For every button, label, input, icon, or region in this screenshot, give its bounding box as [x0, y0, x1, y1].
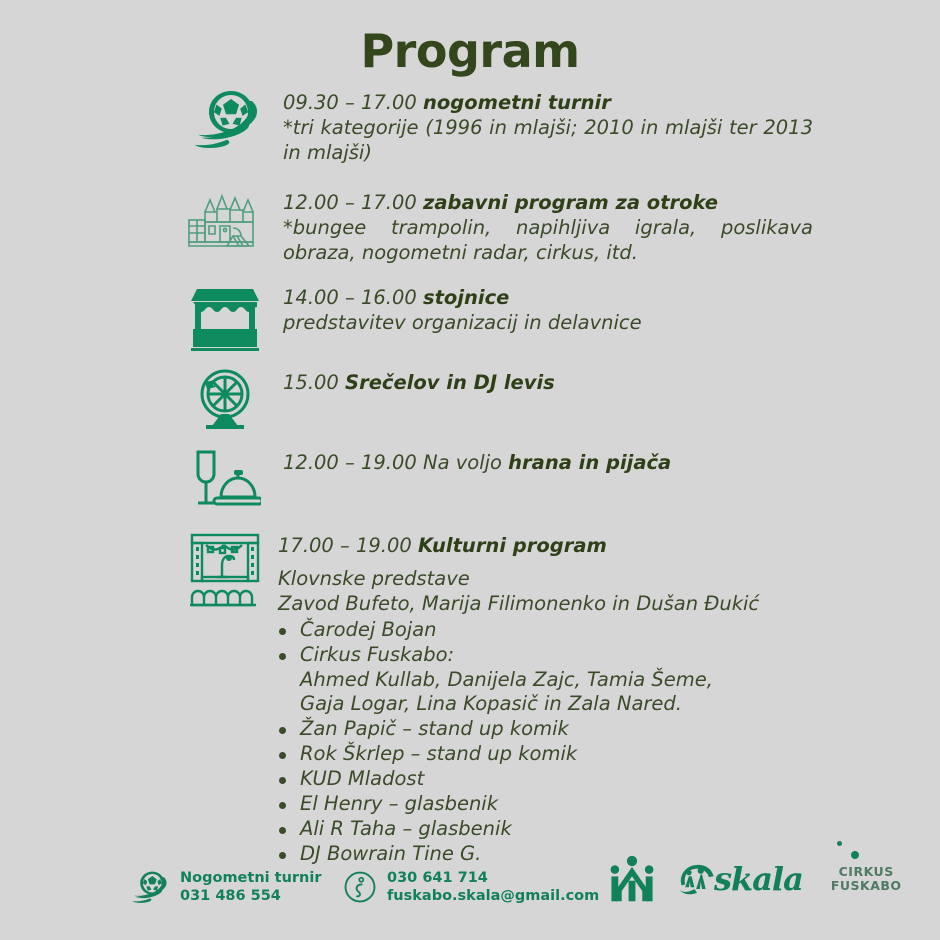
performer-label: El Henry – glasbenik — [300, 792, 499, 815]
contact-info-text — [387, 869, 599, 905]
headline-food: hrana in pijača — [508, 451, 672, 474]
market-stall-icon — [185, 283, 265, 363]
cirkus-fuskabo-logo — [831, 865, 902, 893]
performer-label: Čarodej Bojan — [300, 618, 437, 641]
bouncy-castle-icon — [185, 188, 265, 268]
time-football: 09.30 – 17.00 — [283, 91, 423, 114]
performer-label: DJ Bowrain Tine G. — [300, 842, 482, 865]
time-culture: 17.00 – 19.00 — [278, 534, 418, 557]
skala-wordmark: skala — [714, 860, 803, 898]
program-text-culture — [278, 533, 808, 558]
program-text-kids — [283, 190, 813, 265]
detail-kids: *bungee trampolin, napihljiva igrala, poslikava obraza, nogometni radar, cirkus, itd. — [283, 216, 813, 264]
food-drink-icon — [185, 448, 265, 528]
list-item — [300, 742, 818, 767]
sponsor-logos — [606, 855, 902, 903]
performer-members-line2: Gaja Logar, Lina Kopasič in Zala Nared. — [300, 692, 682, 715]
headline-kids: zabavni program za otroke — [423, 191, 719, 214]
culture-detail-line1: Klovnske predstave — [278, 567, 470, 590]
performer-label: KUD Mladost — [300, 767, 425, 790]
contact-football-label: Nogometni turnir — [180, 870, 322, 886]
list-item — [300, 792, 818, 817]
fortune-wheel-icon — [185, 368, 265, 448]
headline-stalls: stojnice — [423, 286, 510, 309]
contact-info — [343, 869, 599, 905]
list-item — [300, 767, 818, 792]
time-kids: 12.00 – 17.00 — [283, 191, 423, 214]
soccer-ball-icon — [185, 88, 265, 168]
program-text-stalls — [283, 285, 813, 335]
list-item — [300, 717, 818, 742]
time-stalls: 14.00 – 16.00 — [283, 286, 423, 309]
contact-football-text — [180, 869, 322, 905]
contact-info-email[interactable]: fuskabo.skala@gmail.com — [387, 888, 600, 904]
soccer-ball-icon — [128, 870, 170, 904]
headline-raffle: Srečelov in DJ levis — [345, 371, 555, 394]
program-text-food — [283, 450, 813, 475]
time-raffle: 15.00 — [283, 371, 346, 394]
performer-members-line1: Ahmed Kullab, Danijela Zajc, Tamia Šeme, — [300, 667, 713, 691]
cirkus-line2: FUSKABO — [830, 878, 902, 893]
list-item — [300, 817, 818, 842]
contact-football — [128, 869, 322, 905]
performers-list — [278, 618, 818, 867]
footer — [0, 855, 940, 940]
page-title: Program — [360, 24, 580, 78]
juggle-dot-large — [851, 851, 859, 859]
skala-logo — [676, 858, 803, 900]
culture-detail — [278, 566, 808, 616]
detail-football: *tri kategorije (1996 in mlajši; 2010 in mlajši ter 2013 in mlajši) — [283, 116, 813, 164]
stage-audience-icon — [185, 531, 265, 611]
performer-label: Cirkus Fuskabo: — [300, 643, 455, 666]
juggle-dot-small — [837, 841, 842, 846]
contact-info-phone[interactable]: 030 641 714 — [387, 870, 488, 886]
time-food: 12.00 – 19.00 — [283, 451, 423, 474]
cirkus-line1: CIRKUS — [838, 864, 894, 879]
info-circle-icon — [343, 870, 377, 904]
list-item — [300, 618, 818, 643]
performer-label: Ali R Taha – glasbenik — [300, 817, 512, 840]
prefix-food: Na voljo — [423, 451, 509, 474]
culture-detail-line2: Zavod Bufeto, Marija Filimonenko in Dušan Đukić — [278, 592, 760, 615]
contact-football-phone[interactable]: 031 486 554 — [180, 888, 281, 904]
headline-football: nogometni turnir — [423, 91, 611, 114]
three-people-icon — [606, 855, 658, 903]
program-text-raffle — [283, 370, 813, 395]
headline-culture: Kulturni program — [418, 534, 607, 557]
detail-stalls: predstavitev organizacij in delavnice — [283, 311, 642, 334]
performer-label: Rok Škrlep – stand up komik — [300, 742, 578, 765]
list-item — [300, 643, 818, 717]
performer-label: Žan Papič – stand up komik — [300, 717, 569, 740]
program-text-football — [283, 90, 813, 165]
